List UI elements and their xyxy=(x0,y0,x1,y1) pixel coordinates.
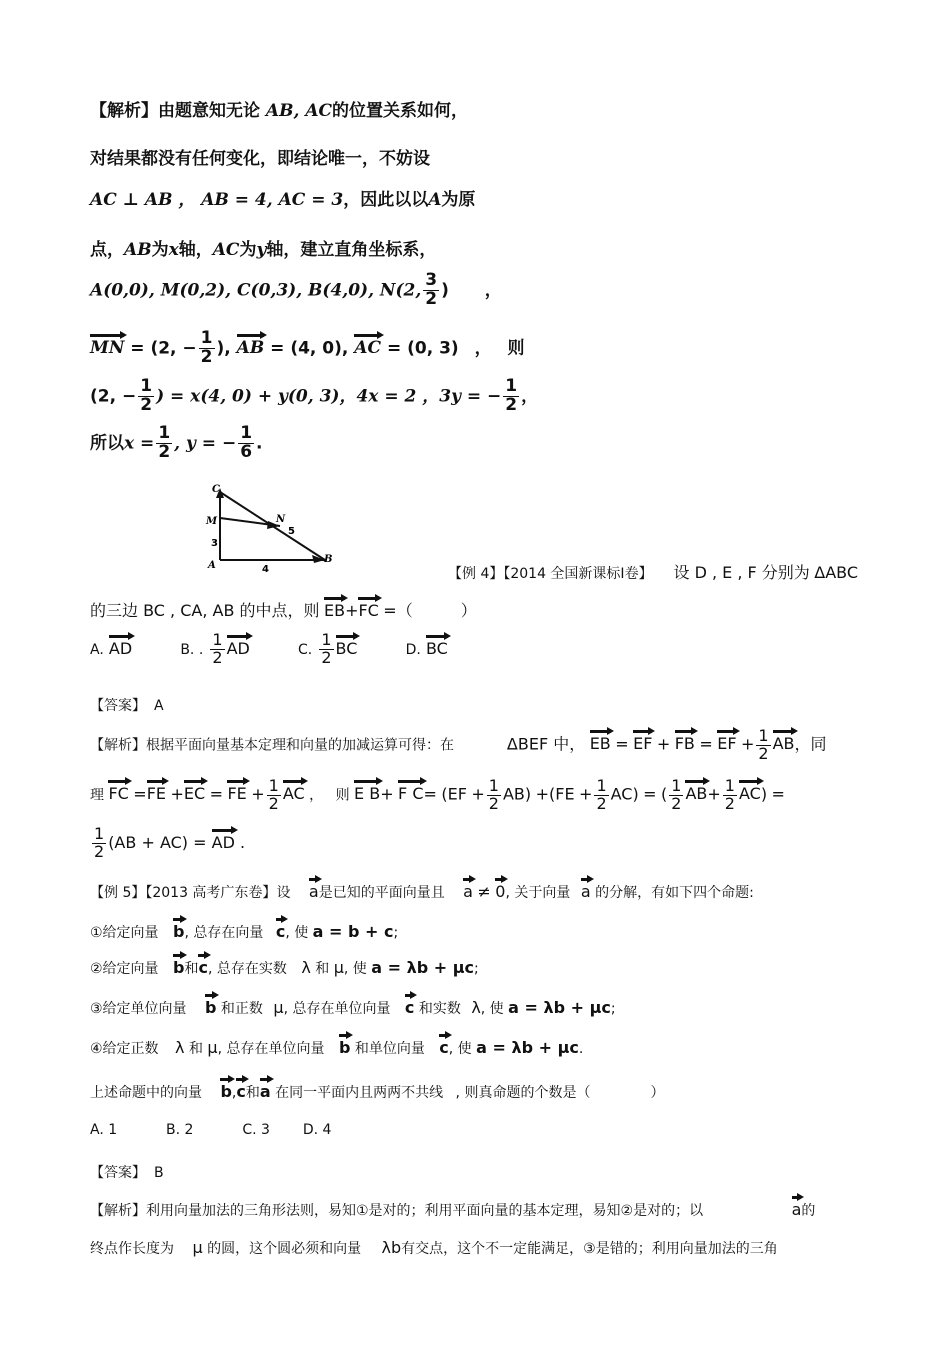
solution-line-7: (2, − $\frac{1}{2}$ ) = x(4, 0) + y(0, 3)，4x = 2 ，3y = − $\frac{1}{2}$ ， xyxy=(90,376,539,415)
solution-line-4: 点，AB为x轴，AC为y轴，建立直角坐标系， xyxy=(90,240,437,260)
example4-answer: 【答案】 A xyxy=(90,698,164,714)
option-D: D. BC xyxy=(405,638,448,658)
example4-tag: 【例 4】【2014 全国新课标Ⅰ卷】 xyxy=(448,566,653,582)
vector-EB: EB xyxy=(323,601,346,620)
label-B: B xyxy=(324,554,333,565)
label-A: A xyxy=(208,560,216,571)
option-A: A. 1 xyxy=(90,1122,118,1138)
solution-line-5: A(0,0), M(0,2), C(0,3), B(4,0), N(2, $\frac{3}{2}$ ) ， xyxy=(90,270,502,309)
example4-analysis-line-2: 理 FC =FE +EC = FE + $\frac{1}{2}$ AC ， 则 E B+ F C= (EF + $\frac{1}{2}$ AB) +(FE + $\frac{1}{2}$ AC) = ( $\frac{1}{2}$ AB+ $\frac{1}{2}$ AC) = xyxy=(90,776,785,813)
example5-analysis-line-2: 终点作长度为 μ 的圆，这个圆必须和向量 λb有交点，这个不一定能满足，③是错的；利用向量加法的三角 xyxy=(90,1238,778,1257)
vector-AC: AC xyxy=(354,338,382,359)
label-3: 3 xyxy=(211,538,218,549)
option-B: B. . $\frac{1}{2}$ AD xyxy=(180,630,250,667)
label-5: 5 xyxy=(288,526,295,537)
example4-analysis-line-1: 【解析】根据平面向量基本定理和向量的加减运算可得：在 ΔBEF 中， EB = EF + FB = EF + $\frac{1}{2}$ AB，同 xyxy=(90,726,827,763)
option-C: C. $\frac{1}{2}$ BC xyxy=(298,630,358,667)
example5-question: 上述命题中的向量 b,c和a 在同一平面内且两两不共线 , 则真命题的个数是（ ） xyxy=(90,1082,665,1101)
example4-options xyxy=(90,632,448,667)
example5-header: 【例 5】【2013 高考广东卷】设 a是已知的平面向量且 a ≠ 0, 关于向量 a 的分解，有如下四个命题: xyxy=(90,882,754,901)
proposition-1: ①给定向量 b, 总存在向量 c, 使 a = b + c; xyxy=(90,922,399,941)
solution-line-6: MN = (2, − $\frac{1}{2}$ ), AB = (4, 0), AC = (0, 3) ， 则 xyxy=(90,328,525,367)
example5-analysis-line-1: 【解析】利用向量加法的三角形法则，易知①是对的；利用平面向量的基本定理，易知②是对的；以 a的 xyxy=(90,1200,816,1219)
option-C: C. 3 xyxy=(242,1122,270,1138)
label-M: M xyxy=(206,516,218,527)
example4-line-2: 的三边 BC , CA, AB 的中点，则 EB+FC =（ ） xyxy=(90,601,477,620)
example4-header: 【例 4】【2014 全国新课标Ⅰ卷】 设 D , E , F 分别为 ΔABC xyxy=(448,563,859,582)
vector-FC: FC xyxy=(358,601,379,620)
solution-line-8: 所以x = $\frac{1}{2}$ , y = − $\frac{1}{6}$ . xyxy=(90,423,263,462)
label-C: C xyxy=(212,484,220,495)
option-D: D. 4 xyxy=(302,1122,332,1138)
solution-line-2: 对结果都没有任何变化，即结论唯一，不妨设 xyxy=(90,149,430,169)
vector-MN: MN xyxy=(90,338,125,359)
proposition-3: ③给定单位向量 b 和正数 μ, 总存在单位向量 c 和实数 λ, 使 a = λb + μc; xyxy=(90,998,616,1017)
example5-tag: 【例 5】【2013 高考广东卷】 xyxy=(90,885,277,901)
option-B: B. 2 xyxy=(166,1122,194,1138)
option-A: A. AD xyxy=(90,638,133,658)
vector-AB: AB xyxy=(236,338,265,359)
proposition-4: ④给定正数 λ 和 μ, 总存在单位向量 b 和单位向量 c, 使 a = λb + μc. xyxy=(90,1038,584,1057)
example5-options xyxy=(90,1122,331,1138)
triangle-figure xyxy=(200,480,340,575)
analysis-tag: 【解析】 xyxy=(90,101,158,121)
proposition-2: ②给定向量 b和c, 总存在实数 λ 和 μ, 使 a = λb + μc; xyxy=(90,958,479,977)
solution-line-1: 【解析】由题意知无论 AB, AC的位置关系如何， xyxy=(90,101,469,121)
solution-line-3: AC ⊥ AB ， AB = 4, AC = 3，因此以以A为原 xyxy=(90,190,476,210)
label-4: 4 xyxy=(262,564,269,575)
example4-analysis-line-3: $\frac{1}{2}$ (AB + AC) = AD . xyxy=(94,824,246,861)
label-N: N xyxy=(276,514,286,525)
example5-answer: 【答案】 B xyxy=(90,1165,164,1181)
